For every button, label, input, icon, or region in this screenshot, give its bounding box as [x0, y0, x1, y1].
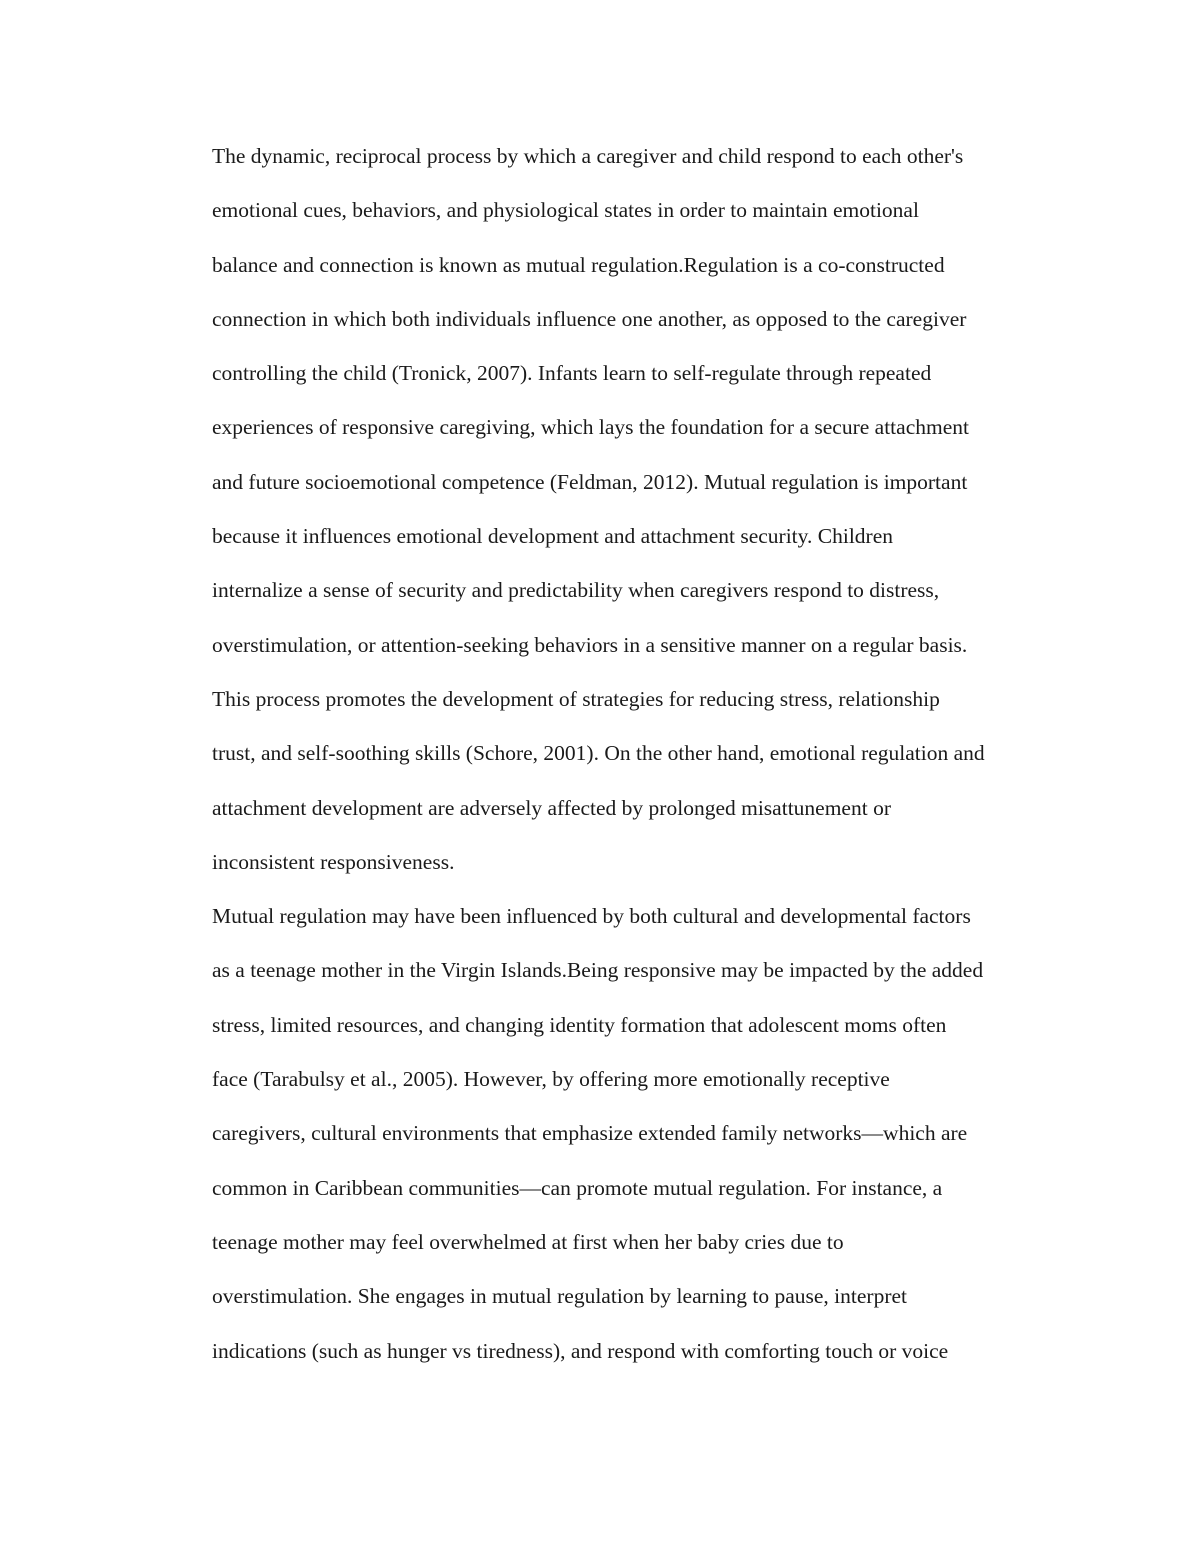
text-line: The dynamic, reciprocal process by which a caregiver and child respond to each other's	[212, 144, 964, 168]
text-line: caregivers, cultural environments that emphasize extended family networks—which are	[212, 1121, 968, 1146]
text-line: attachment development are adversely affected by prolonged misattunement or	[212, 795, 891, 820]
text-line: teenage mother may feel overwhelmed at first when her baby cries due to	[212, 1229, 844, 1254]
text-line: overstimulation, or attention-seeking behaviors in a sensitive manner on a regular basis.	[212, 632, 968, 657]
body-text	[212, 141, 1092, 1390]
text-line: and future socioemotional competence (Feldman, 2012). Mutual regulation is important	[212, 469, 968, 494]
text-line: indications (such as hunger vs tiredness), and respond with comforting touch or voice	[212, 1338, 949, 1363]
text-line: emotional cues, behaviors, and physiological states in order to maintain emotional	[212, 198, 919, 223]
text-line: internalize a sense of security and predictability when caregivers respond to distress,	[212, 578, 940, 603]
text-line: controlling the child (Tronick, 2007). Infants learn to self-regulate through repeated	[212, 361, 932, 386]
text-line: This process promotes the development of strategies for reducing stress, relationship	[212, 686, 940, 711]
text-line: as a teenage mother in the Virgin Islands.Being responsive may be impacted by the added	[212, 958, 984, 983]
text-line: stress, limited resources, and changing identity formation that adolescent moms often	[212, 1012, 947, 1037]
text-line: connection in which both individuals influence one another, as opposed to the caregiver	[212, 306, 967, 331]
text-line: trust, and self-soothing skills (Schore, 2001). On the other hand, emotional regulation and	[212, 741, 985, 766]
text-line: Mutual regulation may have been influenced by both cultural and developmental factors	[212, 904, 971, 929]
text-line: experiences of responsive caregiving, which lays the foundation for a secure attachment	[212, 415, 969, 440]
text-line: because it influences emotional development and attachment security. Children	[212, 524, 893, 549]
text-line: face (Tarabulsy et al., 2005). However, by offering more emotionally receptive	[212, 1067, 890, 1092]
text-line: common in Caribbean communities—can promote mutual regulation. For instance, a	[212, 1175, 943, 1200]
text-line: inconsistent responsiveness.	[212, 849, 455, 874]
text-line: overstimulation. She engages in mutual regulation by learning to pause, interpret	[212, 1284, 907, 1309]
text-line: balance and connection is known as mutual regulation.Regulation is a co-constructed	[212, 252, 945, 277]
